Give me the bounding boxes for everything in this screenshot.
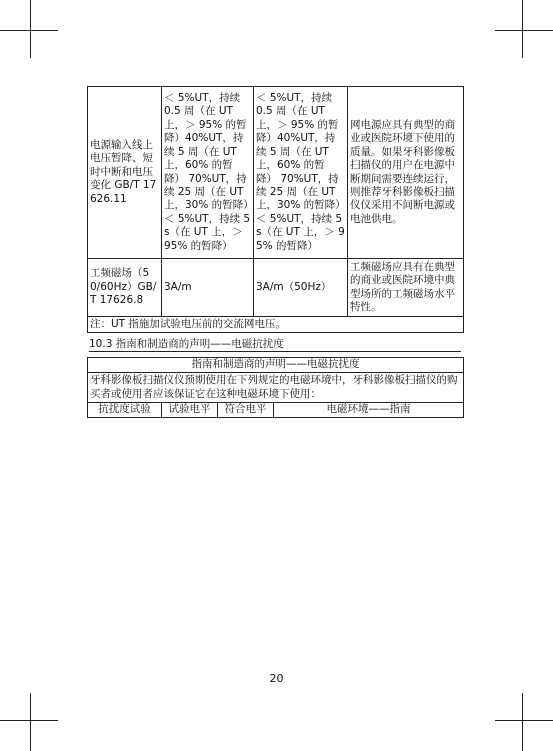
- guidance-cell: 工频磁场应具有在典型的商业或医院环境中典型场所的工频磁场水平特性。: [348, 259, 464, 317]
- declaration-title: 指南和制造商的声明——电磁抗扰度: [88, 358, 464, 373]
- column-header: 抗扰度试验: [88, 403, 162, 418]
- column-header: 电磁环境——指南: [274, 403, 464, 418]
- declaration-intro: 牙科影像板扫描仪仪预期使用在下列规定的电磁环境中，牙科影像板扫描仪的购买者或使用者应该保证它在这种电磁环境下使用：: [88, 373, 464, 403]
- guidance-cell: 网电源应具有典型的商业或医院环境下使用的质量。如果牙科影像板扫描仪的用户在电源中断期间需要连续运行，则推荐牙科影像板扫描仪仪采用不间断电源或电池供电。: [348, 87, 464, 259]
- table-note-row: [88, 317, 464, 333]
- test-level-cell: 3A/m: [162, 259, 254, 317]
- compliance-level-cell: ＜ 5%UT，持续 0.5 周（在 UT 上，＞ 95% 的暂降）40%UT，持续 5 周（在 UT 上，60% 的暂降） 70%UT，持续 25 周（在 UT 上，30% 的暂降）＜ 5%UT，持续 5s（在 UT 上，＞ 95% 的暂降）: [254, 87, 348, 259]
- crop-mark: [0, 30, 58, 31]
- crop-mark: [522, 0, 523, 58]
- table-row: [88, 87, 464, 259]
- crop-mark: [30, 0, 31, 58]
- crop-mark: [495, 30, 553, 31]
- crop-mark: [522, 693, 523, 751]
- column-header: 试验电平: [162, 403, 218, 418]
- column-header: 符合电平: [218, 403, 274, 418]
- table-row: [88, 259, 464, 317]
- page-number: 20: [269, 672, 284, 685]
- declaration-table: [87, 357, 464, 418]
- test-level-cell: ＜ 5%UT，持续 0.5 周（在 UT 上，＞ 95% 的暂降）40%UT，持续 5 周（在 UT 上，60% 的暂降） 70%UT，持续 25 周（在 UT 上，30% 的暂降）＜ 5%UT，持续 5s（在 UT 上，＞ 95% 的暂降）: [162, 87, 254, 259]
- compliance-level-cell: 3A/m（50Hz）: [254, 259, 348, 317]
- crop-mark: [30, 693, 31, 751]
- immunity-table: [87, 86, 464, 333]
- crop-mark: [0, 720, 58, 721]
- crop-mark: [495, 720, 553, 721]
- test-cell: 电源输入线上电压暂降、短时中断和电压变化 GB/T 17626.11: [88, 87, 162, 259]
- section-title: 10.3 指南和制造商的声明——电磁抗扰度: [89, 337, 461, 352]
- header-row: [88, 403, 464, 418]
- test-cell: 工频磁场（50/60Hz）GB/T 17626.8: [88, 259, 162, 317]
- table-note: 注：UT 指施加试验电压前的交流网电压。: [88, 317, 464, 333]
